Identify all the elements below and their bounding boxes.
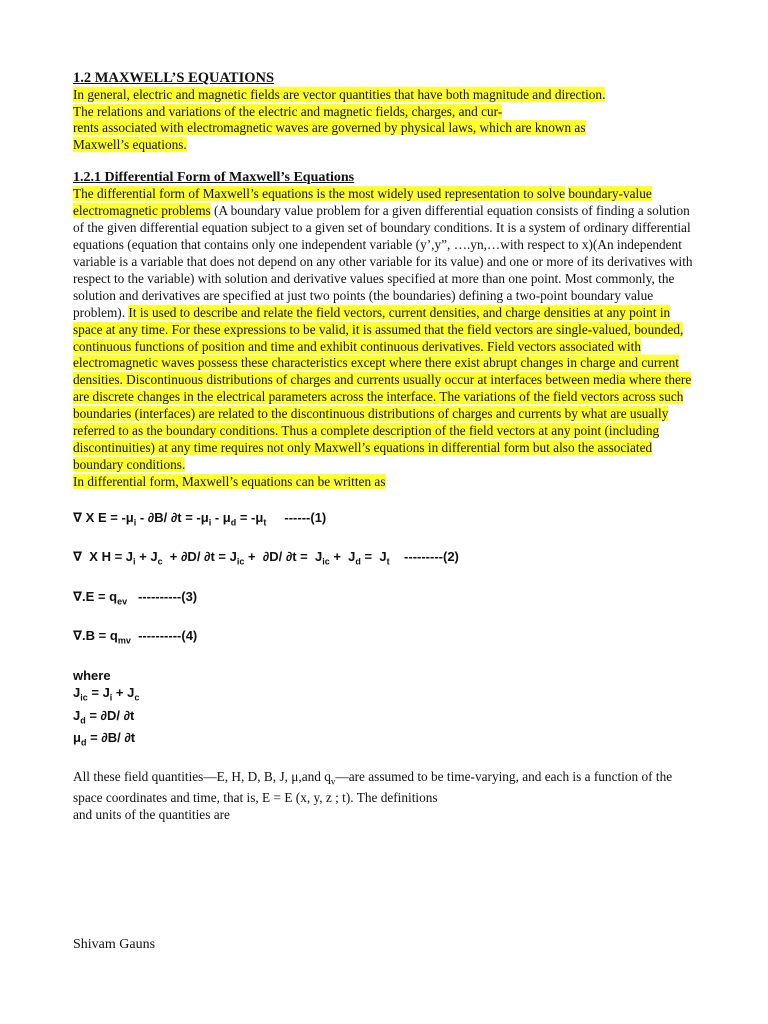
subsection-title: 1.2.1 Differential Form of Maxwell’s Equations (73, 170, 355, 186)
highlight-b: It is used to describe and relate the field vectors, current densities, and charge densities at any point in space at any time. For these expressions to be valid, it is assumed that the field vectors are single-valued, bounded, continuous functions of position and time and exhibit continuous derivatives. Field vectors associated with electromagnetic waves possess these characteristics except where there exist abrupt changes in charge and current densities. Discontinuous distributions of charges and currents usually occur at interfaces between media where there are discrete changes in the electrical parameters across the interface. The variations of the field vectors across such boundaries (interfaces) are related to the discontinuous distributions of charges and currents by what are usually referred to as the boundary conditions. Thus a complete description of the field vectors at any point (including discontinuities) at any time requires not only Maxwell’s equations in differential form but also the associated boundary conditions. (73, 304, 692, 472)
highlight-c: In differential form, Maxwell’s equations can be written as (73, 473, 386, 489)
where-definitions (73, 667, 703, 752)
definition-mud: $\mu_d = \partial B/$ ∂t (73, 730, 136, 748)
intro-line-2: The relations and variations of the electric and magnetic fields, charges, and cur- (73, 103, 503, 119)
intro-line-1: In general, electric and magnetic fields are vector quantities that have both magnitude and direction. (73, 87, 606, 102)
equation-2: ∇ X $H = J_i + J_c + \partial D/$ $\partial t = J_{ic} + \partial D/$ $\partial t = J_{ic} + J_d = J_t$ ---------(2) (73, 549, 459, 567)
highlight-a2: boundary-value electromagnetic problems (73, 186, 652, 219)
boundary-value-explanation: (A boundary value problem for a given differential equation consists of finding a solution of the given differential equation subject to a given set of boundary conditions. It is a system of ordinary differential equations (equation that contains only one independent variable (y’,y”, ….yn,…with respect to x)(An independent variable is a variable that does not depend on any other variable for its value) and one or more of its derivatives with respect to the variable) with solution and derivative values specified at more than one point. Most commonly, the solution and derivatives are specified at just two points (the boundaries) defining a two-point boundary value problem). (73, 203, 693, 320)
section-title: 1.2 MAXWELL’S EQUATIONS (73, 70, 275, 86)
closing-paragraph: All these field quantities—E, H, D, B, J, μ,and $q_v—are$ assumed to be time-varying, and each is a function of the space coordinates and time, that is, E = E (x, y, z ; t). The definitions and units of the quantities are (73, 768, 673, 823)
equation-3: $\nabla.E = q_{ev}$ ----------(3) (73, 588, 198, 607)
definition-jd: $J_d = \partial D/$ ∂t (73, 707, 135, 726)
document-page (73, 70, 703, 824)
equation-1: ∇ X $E = -\mu_i - \partial B/$ $\partial t = -\mu_i - \mu_d = -\mu_t$ ------(1) (73, 509, 327, 528)
intro-paragraph (73, 87, 703, 153)
differential-form-paragraph (73, 186, 703, 490)
definition-jic: $J_{ic} = J_i + J_c$ (73, 685, 140, 703)
equation-4: $\nabla.B = q_{mv}$ ----------(4) (73, 628, 198, 647)
where-label: where (73, 668, 111, 684)
highlight-a1: The differential form of Maxwell’s equations is the most widely used representation to solve (73, 186, 565, 202)
intro-line-4: Maxwell’s equations. (73, 136, 187, 152)
footer-author: Shivam Gauns (73, 937, 156, 952)
intro-line-3: rents associated with electromagnetic waves are governed by physical laws, which are known as (73, 120, 586, 136)
